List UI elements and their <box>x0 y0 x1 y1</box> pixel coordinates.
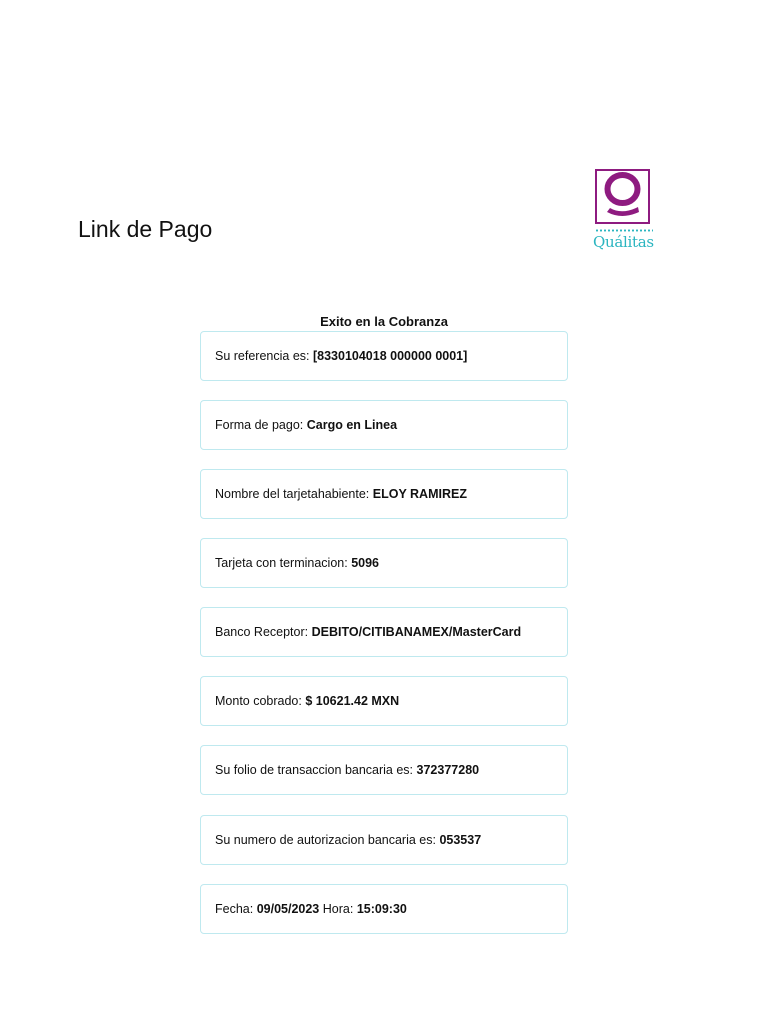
card-ending-label: Tarjeta con terminacion: <box>215 556 348 570</box>
cardholder-value: ELOY RAMIREZ <box>372 487 467 501</box>
time-value: 15:09:30 <box>356 902 407 916</box>
payment-method-value: Cargo en Linea <box>306 418 398 432</box>
authorization-card <box>200 815 568 865</box>
card-ending-value: 5096 <box>351 556 379 570</box>
datetime-card <box>200 884 568 934</box>
cardholder-label: Nombre del tarjetahabiente: <box>215 487 370 501</box>
transaction-folio-label: Su folio de transaccion bancaria es: <box>215 763 414 777</box>
cardholder-card <box>200 469 568 519</box>
receiving-bank-label: Banco Receptor: <box>215 625 309 639</box>
date-value: 09/05/2023 <box>256 902 320 916</box>
amount-card <box>200 676 568 726</box>
transaction-folio-card <box>200 745 568 795</box>
q-letter-icon <box>592 167 658 229</box>
logo-wordmark: Quálitas <box>593 233 654 251</box>
authorization-value: 053537 <box>439 833 482 847</box>
receiving-bank-value: DEBITO/CITIBANAMEX/MasterCard <box>311 625 522 639</box>
receiving-bank-card <box>200 607 568 657</box>
page-title: Link de Pago <box>78 216 213 242</box>
qualitas-logo <box>592 167 658 257</box>
transaction-folio-value: 372377280 <box>416 763 480 777</box>
authorization-label: Su numero de autorizacion bancaria es: <box>215 833 436 847</box>
amount-value: $ 10621.42 MXN <box>305 694 400 708</box>
reference-label: Su referencia es: <box>215 349 310 363</box>
result-heading: Exito en la Cobranza <box>320 314 448 329</box>
reference-card <box>200 331 568 381</box>
date-label: Fecha: <box>215 902 254 916</box>
payment-method-card <box>200 400 568 450</box>
time-label: Hora: <box>322 902 354 916</box>
card-ending-card <box>200 538 568 588</box>
amount-label: Monto cobrado: <box>215 694 302 708</box>
reference-value: [8330104018 000000 0001] <box>312 349 468 363</box>
logo-dots <box>595 229 653 232</box>
payment-method-label: Forma de pago: <box>215 418 304 432</box>
